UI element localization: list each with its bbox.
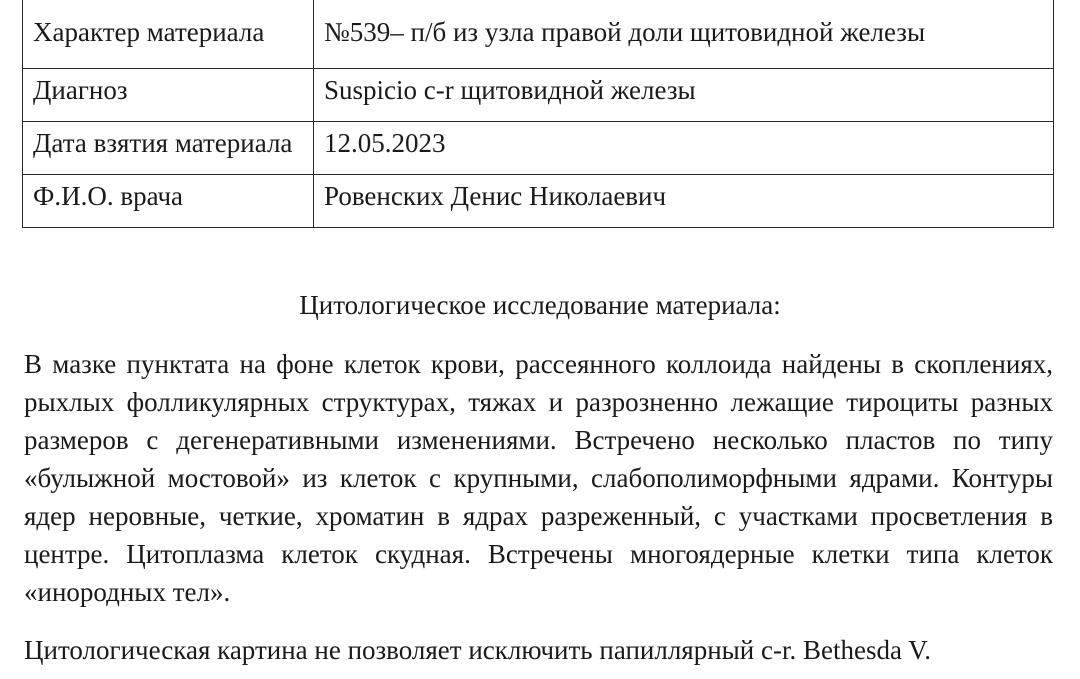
section-heading: Цитологическое исследование материала: (299, 290, 781, 320)
material-value: №539– п/б из узла правой доли щитовидной железы (314, 0, 1054, 69)
patient-info-table (22, 0, 1054, 228)
date-value: 12.05.2023 (314, 122, 1054, 175)
table-row-doctor (23, 175, 1054, 228)
doctor-value: Ровенских Денис Николаевич (314, 175, 1054, 228)
table-row-diagnosis (23, 69, 1054, 122)
diagnosis-label: Диагноз (23, 69, 314, 122)
diagnosis-value: Suspicio c-r щитовидной железы (314, 69, 1054, 122)
material-label: Характер материала (23, 0, 314, 69)
date-label: Дата взятия материала (23, 122, 314, 175)
doctor-label: Ф.И.О. врача (23, 175, 314, 228)
table-row-material (23, 0, 1054, 69)
table-row-date (23, 122, 1054, 175)
cytology-conclusion: Цитологическая картина не позволяет исключить папиллярный c-r. Bethesda V. (24, 635, 931, 665)
cytology-description: В мазке пунктата на фоне клеток крови, рассеянного коллоида найдены в скоплениях, рыхлых фолликулярных структурах, тяжах и разрозненно лежащие тироциты разных размеров с дегенеративными изменениями. Встречено несколько пластов по типу «булыжной мостовой» из клеток с крупными, слабополиморфными ядрами. Контуры ядер неровные, четкие, хроматин в ядрах разреженный, с участками просветления в центре. Цитоплазма клеток скудная. Встречены многоядерные клетки типа клеток «инородных тел». (24, 349, 1053, 607)
